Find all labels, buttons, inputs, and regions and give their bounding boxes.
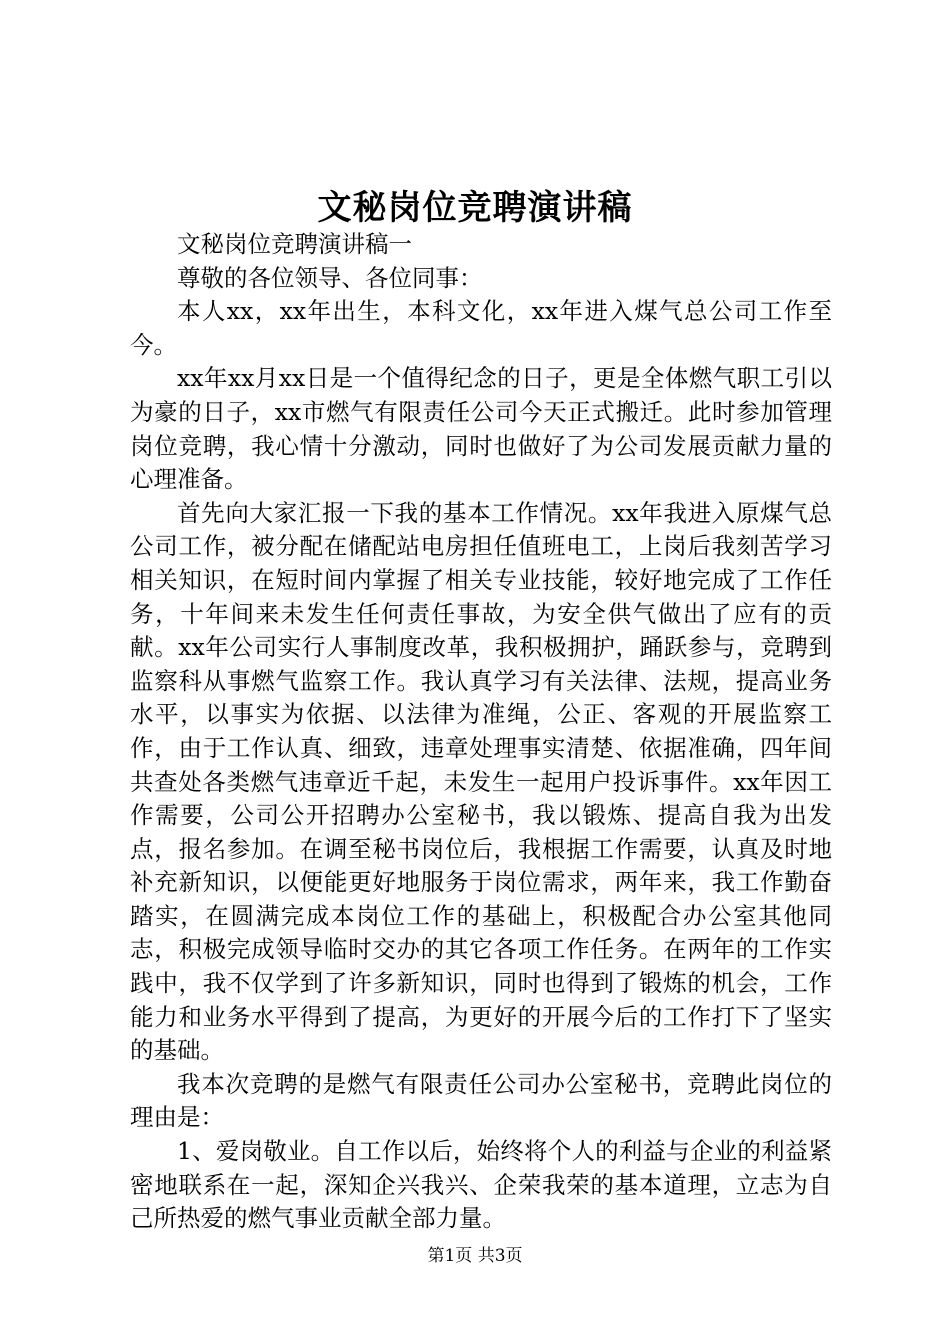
paragraph-salutation: 尊敬的各位领导、各位同事： (177, 263, 483, 292)
document-title: 文秘岗位竞聘演讲稿 (317, 188, 633, 228)
paragraph-subtitle: 文秘岗位竞聘演讲稿一 (177, 230, 412, 258)
paragraph-reason-1: 1、爱岗敬业。自工作以后，始终将个人的利益与企业的利益紧密地联系在一起，深知企兴我兴、企荣我荣的基本道理，立志为自己所热爱的燃气事业贡献全部力量。 (130, 1137, 832, 1233)
document-body (130, 228, 832, 1236)
page-footer: 第1页 共3页 (427, 1246, 523, 1266)
paragraph-intro: 本人xx，xx年出生，本科文化，xx年进入煤气总公司工作至今。 (130, 297, 832, 359)
paragraph-position-reason: 我本次竞聘的是燃气有限责任公司办公室秘书，竞聘此岗位的理由是： (130, 1069, 832, 1132)
paragraph-occasion: xx年xx月xx日是一个值得纪念的日子，更是全体燃气职工引以为豪的日子，xx市燃气有限责任公司今天正式搬迁。此时参加管理岗位竞聘，我心情十分激动，同时也做好了为公司发展贡献力量的心理准备。 (130, 364, 832, 494)
paragraph-work-history: 首先向大家汇报一下我的基本工作情况。xx年我进入原煤气总公司工作，被分配在储配站电房担任值班电工，上岗后我刻苦学习相关知识，在短时间内掌握了相关专业技能，较好地完成了工作任务，十年间来未发生任何责任事故，为安全供气做出了应有的贡献。xx年公司实行人事制度改革，我积极拥护，踊跃参与，竞聘到监察科从事燃气监察工作。我认真学习有关法律、法规，提高业务水平，以事实为依据、以法律为准绳，公正、客观的开展监察工作，由于工作认真、细致，违章处理事实清楚、依据准确，四年间共查处各类燃气违章近千起，未发生一起用户投诉事件。xx年因工作需要，公司公开招聘办公室秘书，我以锻炼、提高自我为出发点，报名参加。在调至秘书岗位后，我根据工作需要，认真及时地补充新知识，以便能更好地服务于岗位需求，两年来，我工作勤奋踏实，在圆满完成本岗位工作的基础上，积极配合办公室其他同志，积极完成领导临时交办的其它各项工作任务。在两年的工作实践中，我不仅学到了许多新知识，同时也得到了锻炼的机会，工作能力和业务水平得到了提高，为更好的开展今后的工作打下了坚实的基础。 (130, 498, 832, 1065)
